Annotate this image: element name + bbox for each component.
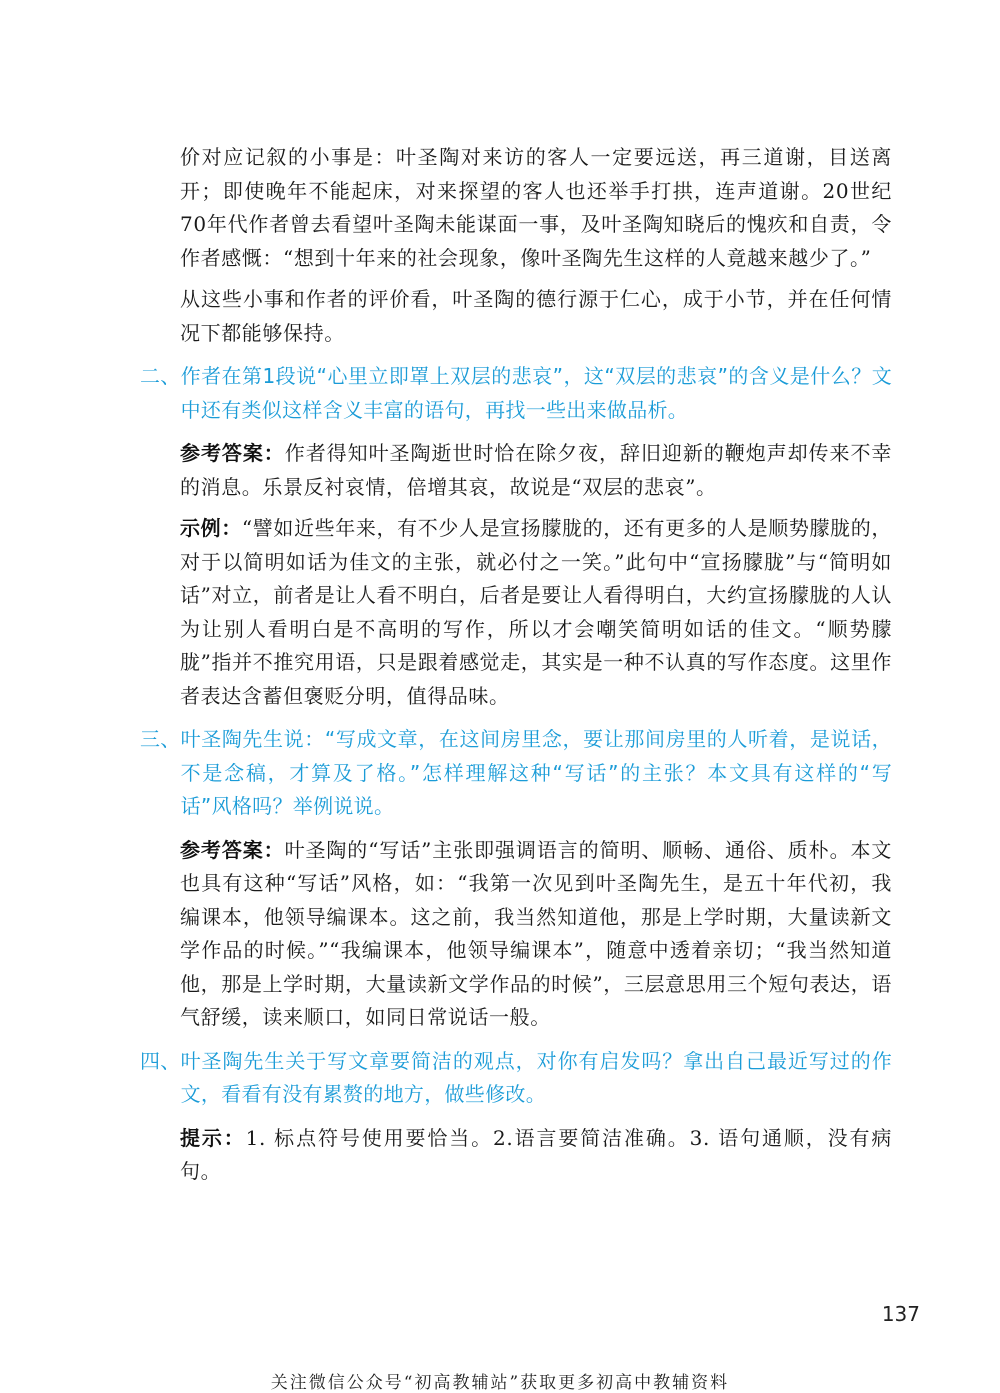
question-3-answer [180,834,892,1035]
question-4-number: 四、 [140,1048,181,1073]
answer-label: 参考答案： [180,837,285,862]
question-2 [140,360,892,427]
question-4-hint-text: 1. 标点符号使用要恰当。2.语言要简洁准确。3. 语句通顺，没有病句。 [180,1125,892,1183]
question-2-text: 作者在第1段说“心里立即罩上双层的悲哀”，这“双层的悲哀”的含义是什么？文中还有类似这样含义丰富的语句，再找一些出来做品析。 [180,364,892,422]
question-4 [140,1045,892,1112]
footer-note: 关注微信公众号“初高教辅站”获取更多初高中教辅资料 [270,1373,730,1393]
question-2-number: 二、 [140,364,181,388]
question-2-answer [180,437,892,504]
answer-label: 参考答案： [180,441,285,465]
example-label: 示例： [180,516,242,540]
answer-continuation-paragraph: 价对应记叙的小事是：叶圣陶对来访的客人一定要远送，再三道谢，目送离开；即使晚年不能起床，对来探望的客人也还举手打拱，连声道谢。20世纪70年代作者曾去看望叶圣陶未能谋面一事，及叶圣陶知晓后的愧疚和自责，令作者感慨：“想到十年来的社会现象，像叶圣陶先生这样的人竟越来越少了。” [180,145,892,270]
question-3-answer-text: 叶圣陶的“写话”主张即强调语言的简明、顺畅、通俗、质朴。本文也具有这种“写话”风格，如：“我第一次见到叶圣陶先生，是五十年代初，我编课本，他领导编课本。这之前，我当然知道他，那是上学时期，大量读新文学作品的时候。”“我编课本，他领导编课本”，随意中透着亲切；“我当然知道他，那是上学时期，大量读新文学作品的时候”，三层意思用三个短句表达，语气舒缓，读来顺口，如同日常说话一般。 [180,837,893,1029]
question-4-hint [180,1122,892,1189]
question-4-text: 叶圣陶先生关于写文章要简洁的观点，对你有启发吗？拿出自己最近写过的作文，看看有没有累赘的地方，做些修改。 [180,1048,892,1106]
question-2-answer-text: 作者得知叶圣陶逝世时恰在除夕夜，辞旧迎新的鞭炮声却传来不幸的消息。乐景反衬哀情，倍增其哀，故说是“双层的悲哀”。 [180,441,893,499]
question-2-example-text: “譬如近些年来，有不少人是宣扬朦胧的，还有更多的人是顺势朦胧的，对于以简明如话为佳文的主张，就必付之一笑。”此句中“宣扬朦胧”与“简明如话”对立，前者是让人看不明白，后者是要让人看得明白，大约宣扬朦胧的人认为让别人看明白是不高明的写作，所以才会嘲笑简明如话的佳文。“顺势朦胧”指并不推究用语，只是跟着感觉走，其实是一种不认真的写作态度。这里作者表达含蓄但褒贬分明，值得品味。 [180,516,892,708]
question-3 [140,723,892,824]
question-3-number: 三、 [140,727,181,751]
page-content [140,141,892,1197]
page-number: 137 [881,1302,920,1326]
answer-summary-paragraph: 从这些小事和作者的评价看，叶圣陶的德行源于仁心，成于小节，并在任何情况下都能够保持。 [180,287,892,345]
hint-label: 提示： [180,1125,246,1150]
question-3-text: 叶圣陶先生说：“写成文章，在这间房里念，要让那间房里的人听着，是说话，不是念稿，才算及了格。”怎样理解这种“写话”的主张？本文具有这样的“写话”风格吗？举例说说。 [180,727,892,818]
question-2-example [180,512,892,713]
